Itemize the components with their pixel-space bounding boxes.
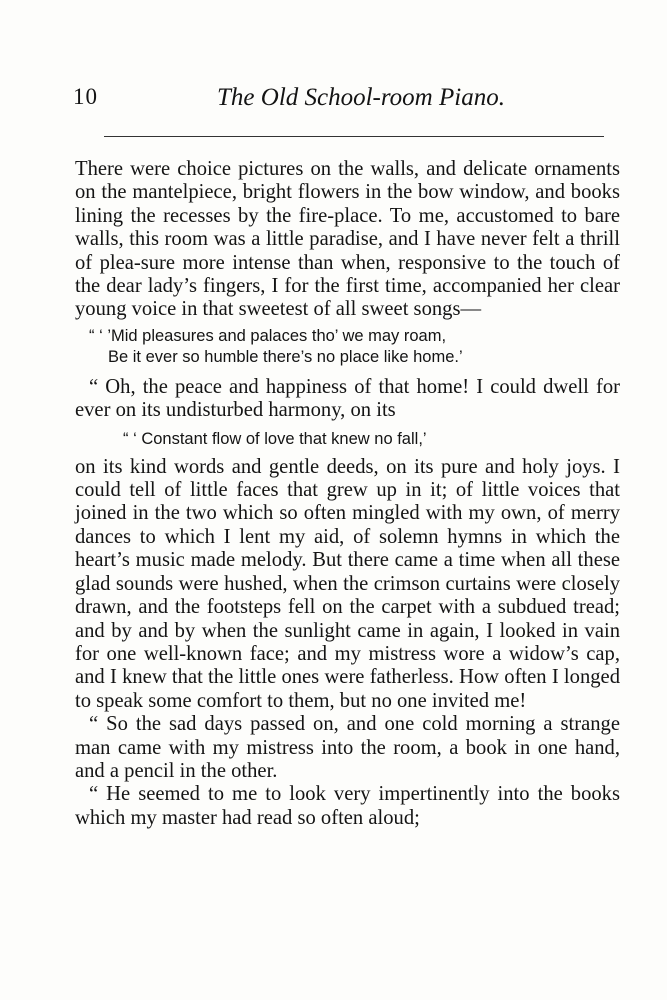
page-number: 10 xyxy=(73,84,98,109)
verse-quote: “ ‘ Constant flow of love that knew no fall,’ xyxy=(123,429,427,448)
page-header xyxy=(73,84,609,114)
paragraph: “ He seemed to me to look very impertinently into the books which my master had read so often aloud; xyxy=(75,783,620,829)
verse-line: Be it ever so humble there’s no place like home.’ xyxy=(108,347,463,366)
paragraph: on its kind words and gentle deeds, on its pure and holy joys. I could tell of little faces that grew up in it; of little voices that joined in the two which so often mingled with my own, of merry dances to which I lent my aid, of solemn hymns in which the heart’s music made melody. But there came a time when all these glad sounds were hushed, when the crimson curtains were closely drawn, and the footsteps fell on the carpet with a subdued tread; and by and by when the sunlight came in again, I looked in vain for one well-known face; and my mistress wore a widow’s cap, and I knew that the little ones were fatherless. How often I longed to speak some comfort to them, but no one invited me! xyxy=(75,455,620,712)
header-rule xyxy=(104,136,604,137)
verse-line: “ ‘ ’Mid pleasures and palaces tho’ we may roam, xyxy=(89,326,447,345)
running-title: The Old School-room Piano. xyxy=(217,84,505,111)
verse-quote xyxy=(75,326,620,368)
paragraph: “ Oh, the peace and happiness of that home! I could dwell for ever on its undisturbed harmony, on its xyxy=(75,375,620,422)
paragraph: “ So the sad days passed on, and one cold morning a strange man came with my mistress into the room, a book in one hand, and a pencil in the other. xyxy=(75,713,620,782)
paragraph: There were choice pictures on the walls, and delicate ornaments on the mantelpiece, bright flowers in the bow window, and books lining the recesses by the fire-place. To me, accustomed to bare walls, this room was a little paradise, and I have never felt a thrill of plea-sure more intense than when, responsive to the touch of the dear lady’s fingers, I for the first time, accompanied her clear young voice in that sweetest of all sweet songs— xyxy=(75,158,620,321)
body-text xyxy=(75,158,620,830)
